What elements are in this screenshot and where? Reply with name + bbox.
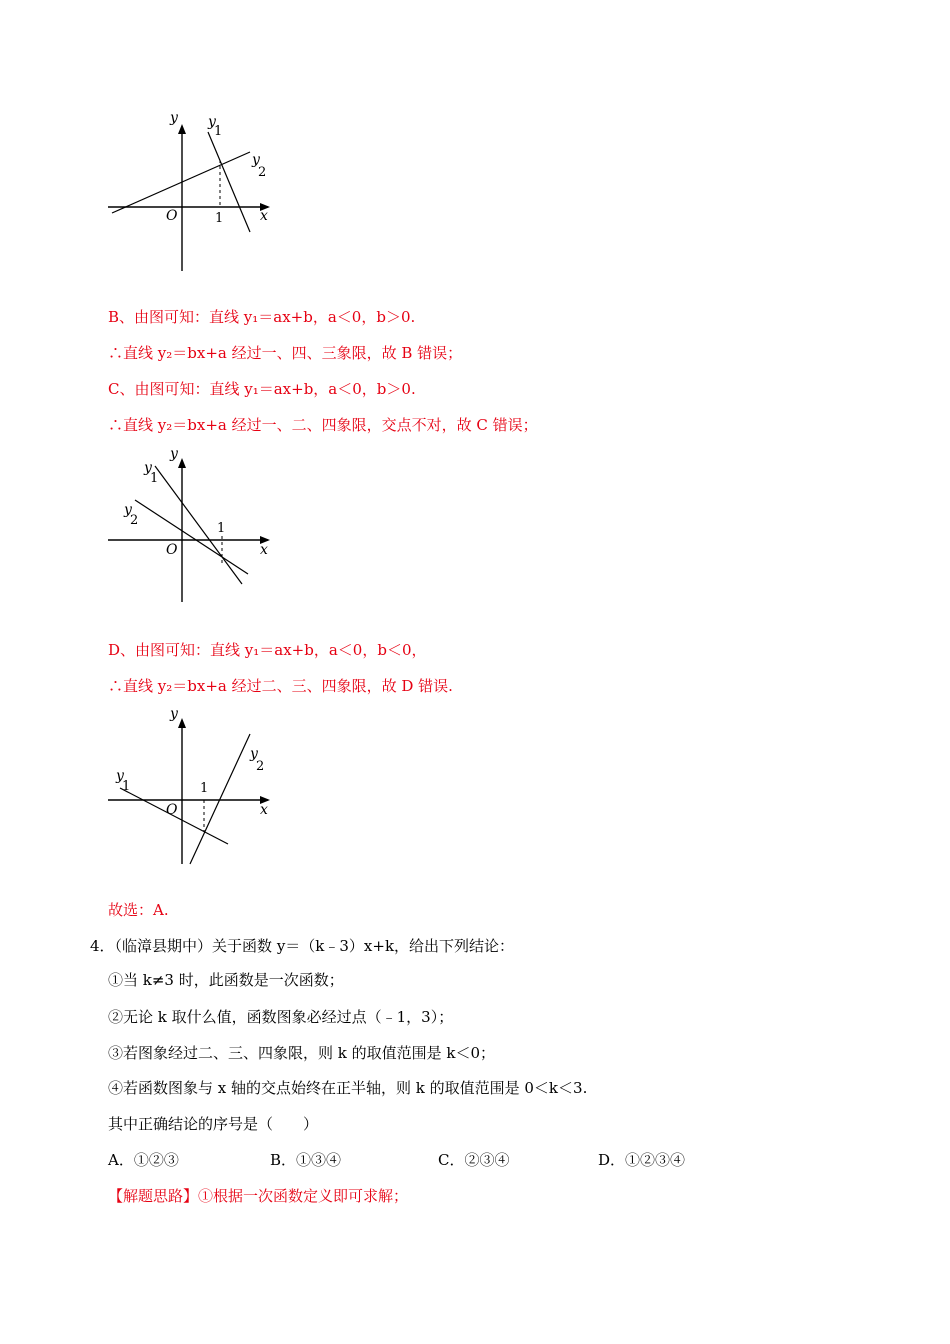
graph-d-tick: 1: [200, 781, 209, 796]
graph-b-tick: 1: [215, 211, 224, 226]
graph-d-line1-label: y: [116, 768, 124, 784]
graph-c-svg: [100, 442, 290, 607]
option-b[interactable]: B．①③④: [270, 1151, 342, 1169]
graph-d-svg: [100, 702, 290, 870]
graph-c-y-label: y: [170, 446, 178, 462]
graph-c: [100, 442, 290, 607]
option-c[interactable]: C．②③④: [438, 1151, 510, 1169]
graph-b-y-label: y: [170, 110, 178, 126]
graph-d-line2-sub: 2: [256, 759, 265, 774]
graph-b-line1-label: y: [208, 114, 216, 130]
answer-b-line1: B、由图可知：直线 y₁＝ax+b，a＜0，b＞0.: [108, 308, 416, 326]
statement-1: ①当 k≠3 时，此函数是一次函数；: [108, 971, 344, 989]
graph-c-line2-label: y: [124, 502, 132, 518]
graph-c-origin: O: [166, 542, 178, 558]
graph-d-origin: O: [166, 802, 178, 818]
statement-3: ③若图象经过二、三、四象限，则 k 的取值范围是 k＜0；: [108, 1044, 496, 1062]
graph-d-line2: [190, 734, 250, 864]
graph-b-line2-sub: 2: [258, 165, 267, 180]
graph-d-line2-label: y: [250, 746, 258, 762]
graph-b-svg: [100, 108, 290, 278]
hint-text: ①根据一次函数定义即可求解；: [198, 1187, 409, 1205]
question-ask: 其中正确结论的序号是（ ）: [108, 1115, 319, 1133]
graph-b: [100, 108, 290, 278]
statement-4: ④若函数图象与 x 轴的交点始终在正半轴，则 k 的取值范围是 0＜k＜3.: [108, 1079, 588, 1097]
graph-b-line1-sub: 1: [214, 124, 223, 139]
hint-tag: 【解题思路】: [108, 1187, 199, 1205]
hint: [108, 1186, 408, 1206]
graph-d: [100, 702, 290, 870]
graph-c-line2-sub: 2: [130, 513, 139, 528]
answer-d-line1: D、由图可知：直线 y₁＝ax+b，a＜0，b＜0，: [108, 641, 427, 659]
graph-b-x-label: x: [260, 208, 268, 224]
option-d[interactable]: D．①②③④: [598, 1151, 686, 1169]
graph-c-line1-sub: 1: [150, 471, 159, 486]
answer-c-line1: C、由图可知：直线 y₁＝ax+b，a＜0，b＞0.: [108, 380, 416, 398]
graph-b-line2-label: y: [252, 152, 260, 168]
statement-2: ②无论 k 取什么值，函数图象必经过点（﹣1，3）；: [108, 1008, 454, 1026]
graph-d-line1-sub: 1: [122, 779, 131, 794]
answer-b-line2: ∴直线 y₂＝bx+a 经过一、四、三象限，故 B 错误；: [108, 344, 463, 362]
final-choice: 故选：A.: [108, 901, 169, 919]
option-a[interactable]: A．①②③: [108, 1151, 179, 1169]
graph-c-x-label: x: [260, 542, 268, 558]
graph-b-origin: O: [166, 208, 178, 224]
graph-c-line1: [155, 466, 242, 584]
answer-d-line2: ∴直线 y₂＝bx+a 经过二、三、四象限，故 D 错误.: [108, 677, 453, 695]
question-stem: 4．（临漳县期中）关于函数 y＝（k﹣3）x+k，给出下列结论：: [90, 937, 515, 955]
answer-c-line2: ∴直线 y₂＝bx+a 经过一、二、四象限，交点不对，故 C 错误；: [108, 416, 538, 434]
graph-c-line2: [135, 500, 248, 574]
graph-d-x-label: x: [260, 802, 268, 818]
graph-d-y-label: y: [170, 706, 178, 722]
graph-c-line1-label: y: [144, 460, 152, 476]
graph-c-tick: 1: [217, 521, 226, 536]
